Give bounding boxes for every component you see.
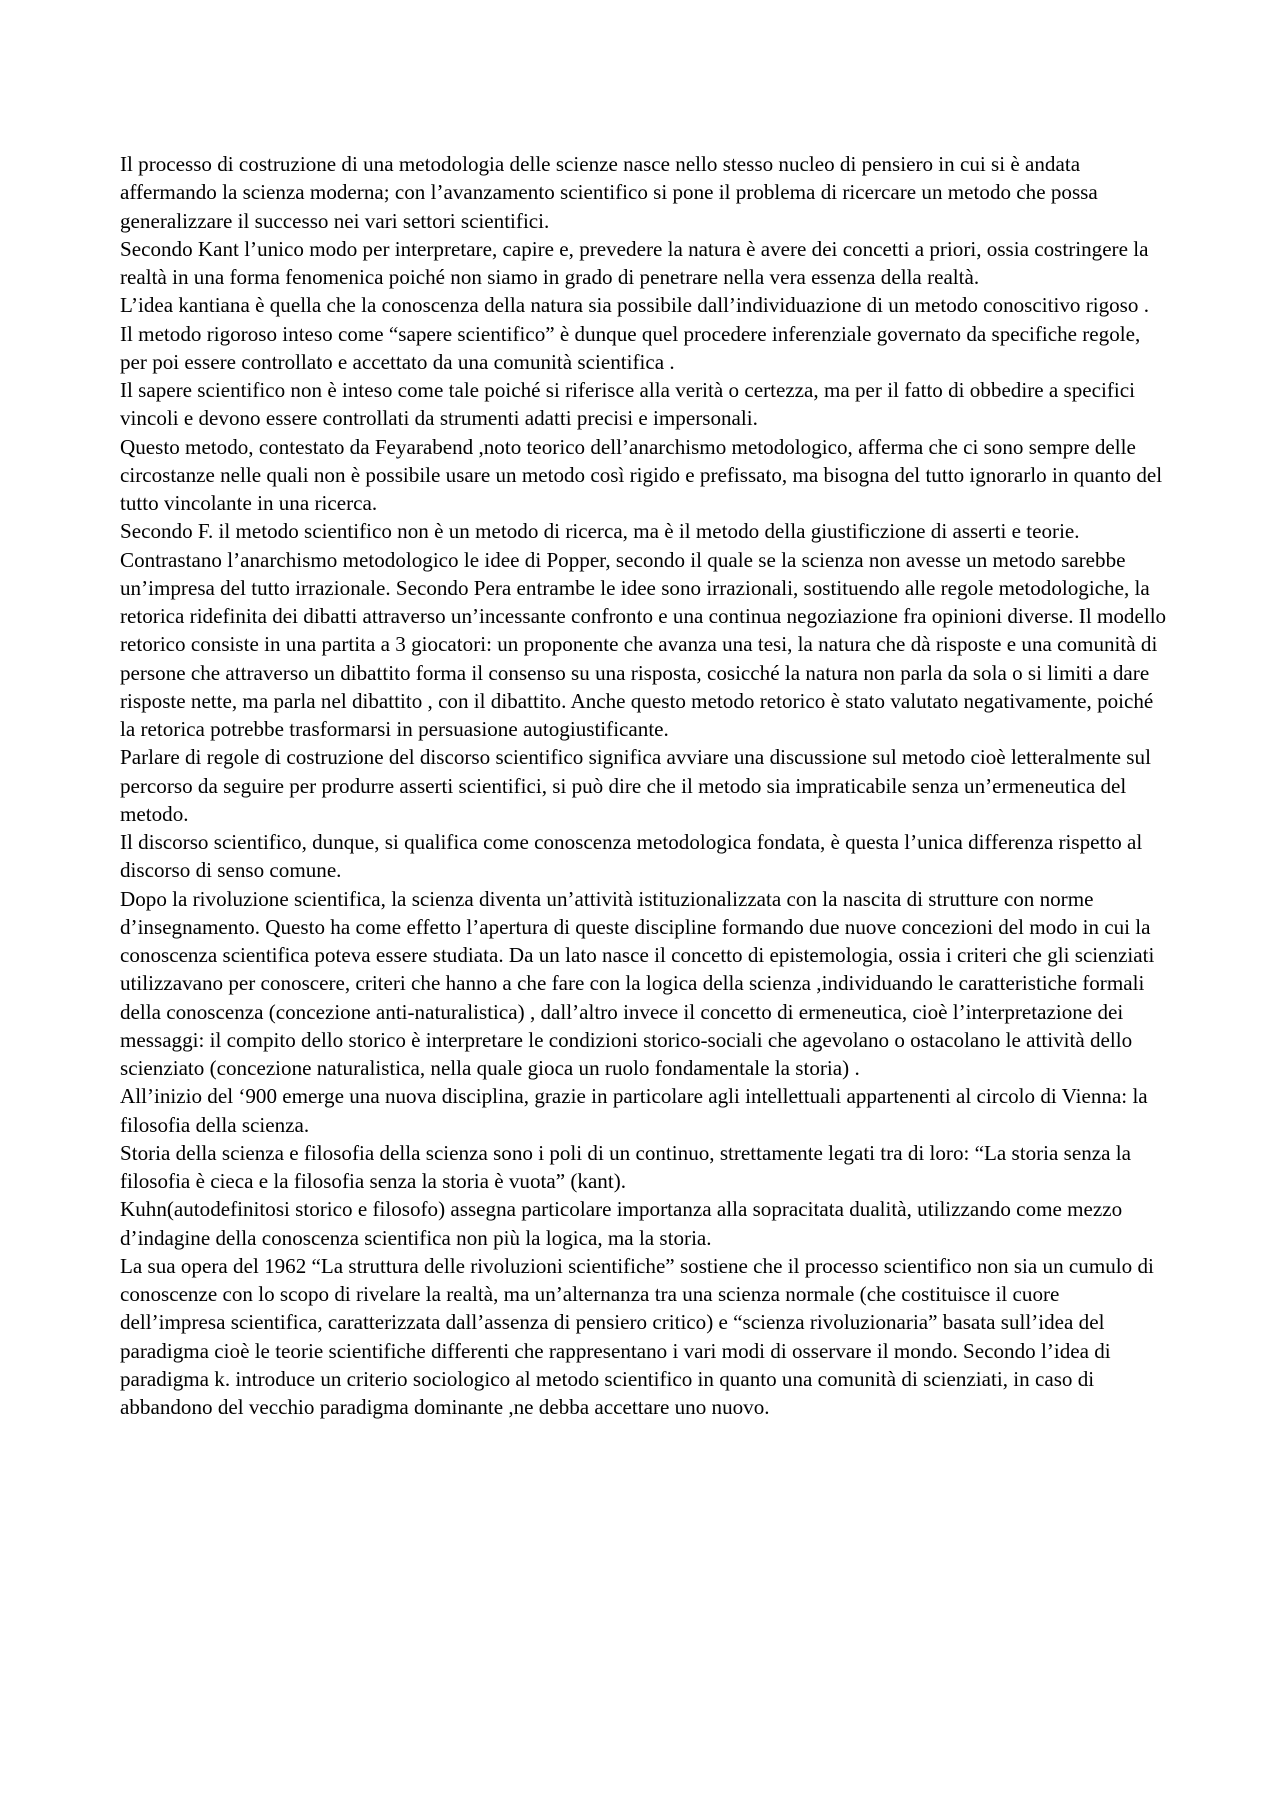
paragraph: Il metodo rigoroso inteso come “sapere scientifico” è dunque quel procedere inferenziale governato da specifiche regole, per poi essere controllato e accettato da una comunità scientifica . bbox=[120, 321, 1141, 374]
paragraph: Il processo di costruzione di una metodologia delle scienze nasce nello stesso nucleo di pensiero in cui si è andata affermando la scienza moderna; con l’avanzamento scientifico si pone il problema di ricercare un metodo che possa generalizzare il successo nei vari settori scientifici. bbox=[120, 152, 1098, 233]
paragraph: L’idea kantiana è quella che la conoscenza della natura sia possibile dall’individuazione di un metodo conoscitivo rigoso . bbox=[120, 293, 1149, 318]
paragraph: Parlare di regole di costruzione del discorso scientifico significa avviare una discussione sul metodo cioè letteralmente sul percorso da seguire per produrre asserti scientifici, si può dire che il metodo sia impraticabile senza un’ermeneutica del metodo. bbox=[120, 745, 1151, 826]
document-body bbox=[120, 150, 1168, 1421]
paragraph: Secondo Kant l’unico modo per interpretare, capire e, prevedere la natura è avere dei concetti a priori, ossia costringere la realtà in una forma fenomenica poiché non siamo in grado di penetrare nella vera essenza della realtà. bbox=[120, 236, 1149, 289]
paragraph: Dopo la rivoluzione scientifica, la scienza diventa un’attività istituzionalizzata con la nascita di strutture con norme d’insegnamento. Questo ha come effetto l’apertura di queste discipline formando due nuove concezioni del modo in cui la conoscenza scientifica poteva essere studiata. Da un lato nasce il concetto di epistemologia, ossia i criteri che gli scienziati utilizzavano per conoscere, criteri che hanno a che fare con la logica della scienza ,individuando le caratteristiche formali della conoscenza (concezione anti-naturalistica) , dall’altro invece il concetto di ermeneutica, cioè l’interpretazione dei messaggi: il compito dello storico è interpretare le condizioni storico-sociali che agevolano o ostacolano le attività dello scienziato (concezione naturalistica, nella quale gioca un ruolo fondamentale la storia) . bbox=[120, 886, 1155, 1080]
paragraph: Il discorso scientifico, dunque, si qualifica come conoscenza metodologica fondata, è questa l’unica differenza rispetto al discorso di senso comune. bbox=[120, 830, 1143, 883]
paragraph: Il sapere scientifico non è inteso come tale poiché si riferisce alla verità o certezza, ma per il fatto di obbedire a specifici vincoli e devono essere controllati da strumenti adatti precisi e impersonali. bbox=[120, 378, 1135, 431]
paragraph: La sua opera del 1962 “La struttura delle rivoluzioni scientifiche” sostiene che il processo scientifico non sia un cumulo di conoscenze con lo scopo di rivelare la realtà, ma un’alternanza tra una scienza normale (che costituisce il cuore dell’impresa scientifica, caratterizzata dall’assenza di pensiero critico) e “scienza rivoluzionaria” basata sull’idea del paradigma cioè le teorie scientifiche differenti che rappresentano i vari modi di osservare il mondo. Secondo l’idea di paradigma k. introduce un criterio sociologico al metodo scientifico in quanto una comunità di scienziati, in caso di abbandono del vecchio paradigma dominante ,ne debba accettare uno nuovo. bbox=[120, 1253, 1154, 1419]
paragraph: Storia della scienza e filosofia della scienza sono i poli di un continuo, strettamente legati tra di loro: “La storia senza la filosofia è cieca e la filosofia senza la storia è vuota” (kant). bbox=[120, 1140, 1131, 1193]
paragraph: Kuhn(autodefinitosi storico e filosofo) assegna particolare importanza alla sopracitata dualità, utilizzando come mezzo d’indagine della conoscenza scientifica non più la logica, ma la storia. bbox=[120, 1197, 1123, 1250]
paragraph: All’inizio del ‘900 emerge una nuova disciplina, grazie in particolare agli intellettuali appartenenti al circolo di Vienna: la filosofia della scienza. bbox=[120, 1084, 1148, 1137]
paragraph: Secondo F. il metodo scientifico non è un metodo di ricerca, ma è il metodo della giustificzione di asserti e teorie. bbox=[120, 519, 1080, 544]
paragraph: Questo metodo, contestato da Feyarabend ,noto teorico dell’anarchismo metodologico, afferma che ci sono sempre delle circostanze nelle quali non è possibile usare un metodo così rigido e prefissato, ma bisogna del tutto ignorarlo in quanto del tutto vincolante in una ricerca. bbox=[120, 434, 1163, 515]
paragraph: Contrastano l’anarchismo metodologico le idee di Popper, secondo il quale se la scienza non avesse un metodo sarebbe un’impresa del tutto irrazionale. Secondo Pera entrambe le idee sono irrazionali, sostituendo alle regole metodologiche, la retorica ridefinita dei dibatti attraverso un’incessante confronto e una continua negoziazione fra opinioni diverse. Il modello retorico consiste in una partita a 3 giocatori: un proponente che avanza una tesi, la natura che dà risposte e una comunità di persone che attraverso un dibattito forma il consenso su una risposta, cosicché la natura non parla da sola o si limiti a dare risposte nette, ma parla nel dibattito , con il dibattito. Anche questo metodo retorico è stato valutato negativamente, poiché la retorica potrebbe trasformarsi in persuasione autogiustificante. bbox=[120, 547, 1167, 741]
